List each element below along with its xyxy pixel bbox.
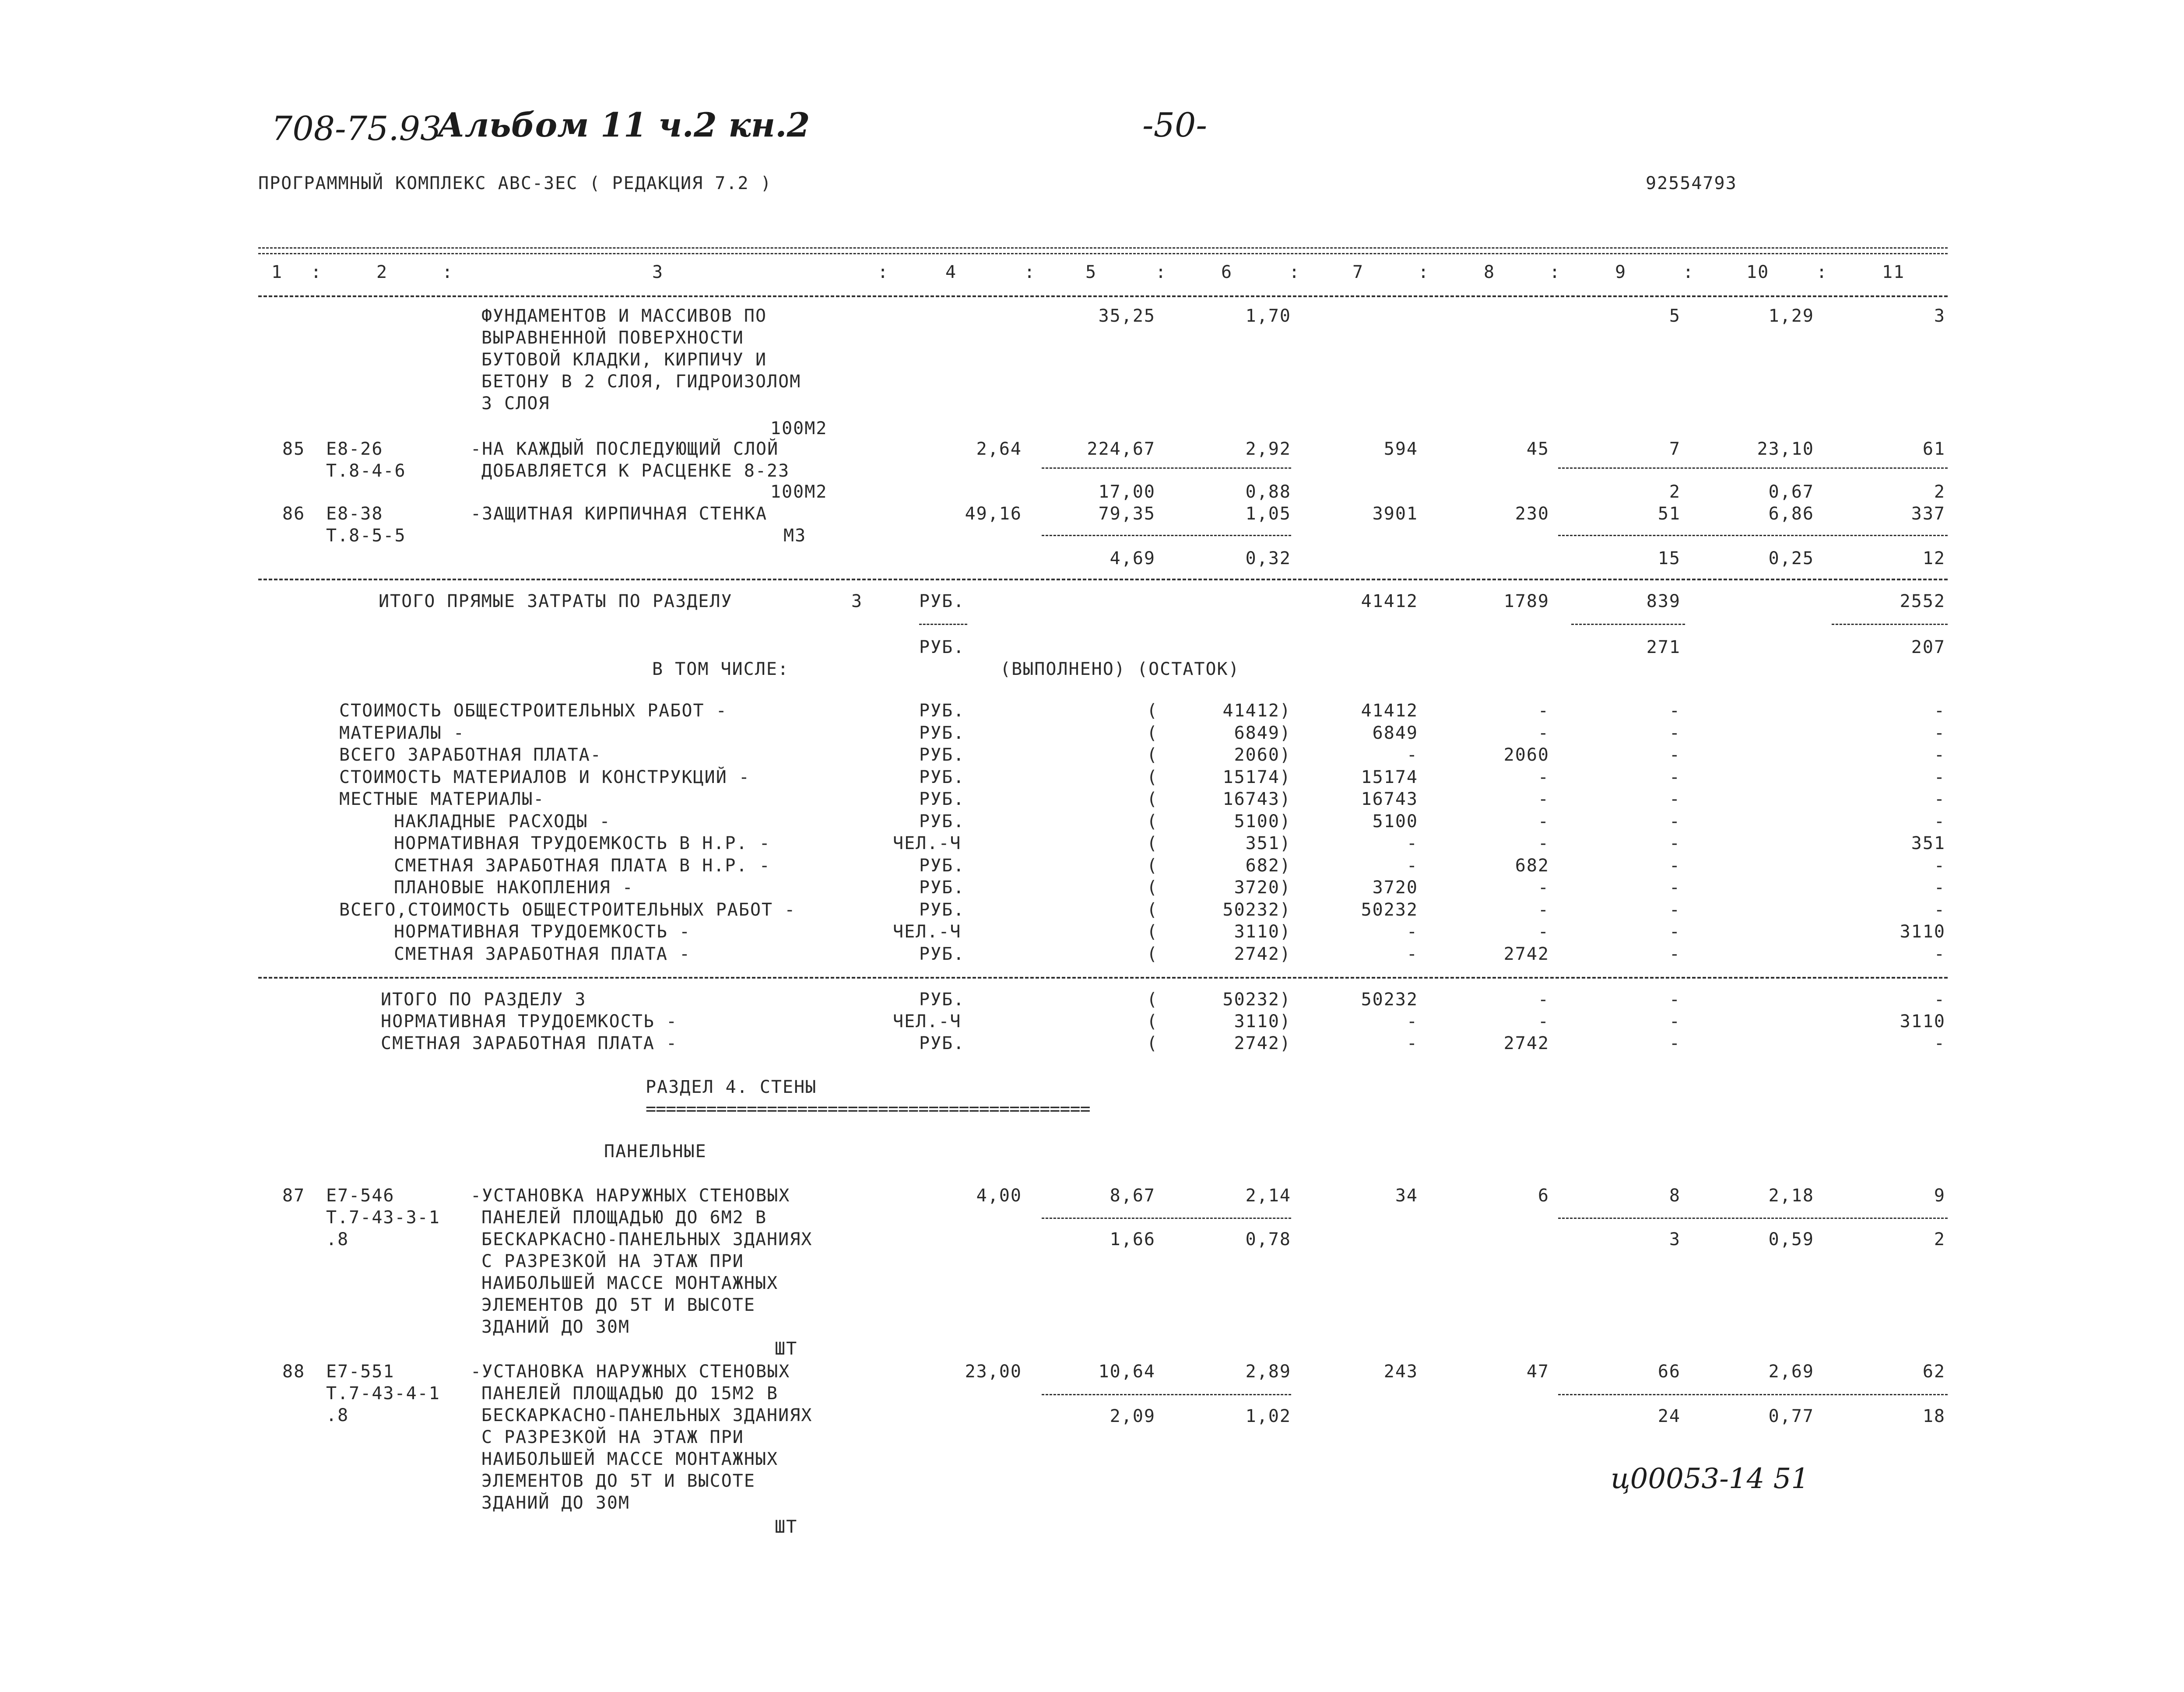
- total-sub-rule: [1832, 624, 1948, 625]
- cont-c5: 35,25: [1098, 306, 1155, 326]
- summary-unit: ЧЕЛ.-Ч: [893, 922, 962, 942]
- summary-c9: -: [1669, 745, 1681, 765]
- summary-c8: -: [1538, 899, 1549, 920]
- total-done-header: (ВЫПОЛНЕНО) (ОСТАТОК): [1000, 659, 1240, 679]
- section-total-label: ИТОГО ПО РАЗДЕЛУ 3: [381, 990, 586, 1010]
- total-c8: 1789: [1503, 591, 1549, 611]
- section-rule: [258, 579, 1948, 580]
- section-total-unit: ЧЕЛ.-Ч: [893, 1011, 962, 1032]
- summary-c11: -: [1934, 767, 1945, 787]
- summary-paren: (: [1147, 944, 1159, 964]
- section-total-c7: -: [1406, 1011, 1418, 1032]
- summary-c11: 351: [1911, 833, 1945, 853]
- summary-c9: -: [1669, 899, 1681, 920]
- row86-c11b: 12: [1922, 548, 1945, 569]
- row85-desc1: -НА КАЖДЫЙ ПОСЛЕДУЮЩИЙ СЛОЙ: [471, 439, 779, 459]
- summary-done: 351): [1245, 833, 1291, 853]
- summary-c8: -: [1538, 723, 1549, 743]
- col-10: 10: [1746, 262, 1770, 282]
- cont-desc-1: ВЫРАВНЕННОЙ ПОВЕРХНОСТИ: [481, 328, 744, 348]
- section-total-c8: -: [1538, 1011, 1549, 1032]
- summary-paren: (: [1147, 899, 1159, 920]
- row88-sub-rule: [1042, 1394, 1291, 1395]
- cont-c11: 3: [1934, 306, 1945, 326]
- col-sep: :: [442, 262, 454, 282]
- program-header: ПРОГРАММНЫЙ КОМПЛЕКС АВС-ЗЕС ( РЕДАКЦИЯ 7.2 ): [258, 173, 772, 193]
- summary-label: НАКЛАДНЫЕ РАСХОДЫ -: [394, 811, 611, 832]
- section4-underline: ============================================: [646, 1099, 1090, 1119]
- section-total-label: СМЕТНАЯ ЗАРАБОТНАЯ ПЛАТА -: [381, 1033, 678, 1053]
- summary-paren: (: [1147, 745, 1159, 765]
- summary-row: [0, 921, 2184, 944]
- summary-done: 2060): [1234, 745, 1291, 765]
- summary-row: [0, 767, 2184, 789]
- row88-c5b: 2,09: [1110, 1406, 1155, 1426]
- summary-c9: -: [1669, 855, 1681, 876]
- row87-c6: 2,14: [1245, 1186, 1291, 1206]
- row87-unit: ШТ: [775, 1339, 798, 1359]
- row87-c10: 2,18: [1768, 1186, 1814, 1206]
- row85-c6: 2,92: [1245, 439, 1291, 459]
- summary-row: [0, 811, 2184, 833]
- summary-label: НОРМАТИВНАЯ ТРУДОЕМКОСТЬ -: [394, 922, 691, 942]
- summary-row: [0, 833, 2184, 855]
- row88-unit: ШТ: [775, 1517, 798, 1537]
- summary-c9: -: [1669, 811, 1681, 832]
- summary-paren: (: [1147, 767, 1159, 787]
- total-c7: 41412: [1361, 591, 1418, 611]
- row87-desc-4: НАИБОЛЬШЕЙ МАССЕ МОНТАЖНЫХ: [481, 1273, 779, 1293]
- row88-c11b: 18: [1922, 1406, 1945, 1426]
- row88-ref2: .8: [326, 1405, 349, 1425]
- total-c11: 2552: [1900, 591, 1945, 611]
- summary-unit: РУБ.: [919, 811, 965, 832]
- summary-c9: -: [1669, 723, 1681, 743]
- row88-num: 88: [282, 1362, 305, 1382]
- row85-code: Е8-26: [326, 439, 383, 459]
- row86-c6b: 0,32: [1245, 548, 1291, 569]
- row86-c6: 1,05: [1245, 504, 1291, 524]
- row85-c6b: 0,88: [1245, 482, 1291, 502]
- doc-code: 708-75.93: [271, 109, 442, 148]
- section-total-row: [0, 1011, 2184, 1033]
- row88-c9b: 24: [1657, 1406, 1681, 1426]
- row86-desc1: -ЗАЩИТНАЯ КИРПИЧНАЯ СТЕНКА: [471, 504, 768, 524]
- page-number: -50-: [1142, 105, 1208, 144]
- col-1: 1: [271, 262, 283, 282]
- summary-c11: -: [1934, 723, 1945, 743]
- summary-c11: 3110: [1900, 922, 1945, 942]
- section-total-done: 2742): [1234, 1033, 1291, 1053]
- row86-code: Е8-38: [326, 504, 383, 524]
- row87-c8: 6: [1538, 1186, 1549, 1206]
- total-section: 3: [851, 591, 863, 611]
- row86-c9: 51: [1657, 504, 1681, 524]
- row87-c9b: 3: [1669, 1229, 1681, 1250]
- summary-label: СТОИМОСТЬ ОБЩЕСТРОИТЕЛЬНЫХ РАБОТ -: [339, 701, 727, 721]
- summary-done: 2742): [1234, 944, 1291, 964]
- row87-desc-6: ЗДАНИЙ ДО 30М: [481, 1317, 630, 1337]
- summary-c7: 41412: [1361, 701, 1418, 721]
- cont-desc-2: БУТОВОЙ КЛАДКИ, КИРПИЧУ И: [481, 350, 767, 370]
- row88-c8: 47: [1526, 1362, 1549, 1382]
- section-total-row: [0, 1033, 2184, 1055]
- summary-c7: 16743: [1361, 789, 1418, 809]
- summary-row: [0, 944, 2184, 966]
- row86-c7: 3901: [1372, 504, 1418, 524]
- summary-row: [0, 855, 2184, 878]
- col-sep: :: [1418, 262, 1430, 282]
- summary-c8: -: [1538, 833, 1549, 853]
- total-sub-rule: [919, 624, 967, 625]
- row85-unit: 100М2: [770, 482, 828, 502]
- summary-c8: 2742: [1503, 944, 1549, 964]
- row85-sub-rule: [1558, 467, 1948, 469]
- row88-c4: 23,00: [965, 1362, 1022, 1382]
- summary-done: 41412): [1222, 701, 1291, 721]
- summary-c11: -: [1934, 789, 1945, 809]
- row85-c10b: 0,67: [1768, 482, 1814, 502]
- summary-c8: 682: [1515, 855, 1549, 876]
- row88-desc-0: -УСТАНОВКА НАРУЖНЫХ СТЕНОВЫХ: [471, 1362, 790, 1382]
- summary-c11: -: [1934, 899, 1945, 920]
- header-rule: [258, 295, 1948, 297]
- section-total-unit: РУБ.: [919, 1033, 965, 1053]
- col-sep: :: [1683, 262, 1695, 282]
- summary-done: 50232): [1222, 899, 1291, 920]
- summary-row: [0, 789, 2184, 811]
- summary-label: ВСЕГО ЗАРАБОТНАЯ ПЛАТА-: [339, 745, 602, 765]
- section4-subtitle: ПАНЕЛЬНЫЕ: [604, 1141, 707, 1162]
- column-header: [0, 262, 2184, 284]
- summary-c8: -: [1538, 767, 1549, 787]
- row85-c11: 61: [1922, 439, 1945, 459]
- summary-label: СТОИМОСТЬ МАТЕРИАЛОВ И КОНСТРУКЦИЙ -: [339, 767, 750, 787]
- col-4: 4: [945, 262, 957, 282]
- cont-desc-0: ФУНДАМЕНТОВ И МАССИВОВ ПО: [481, 306, 767, 326]
- cont-desc-3: БЕТОНУ В 2 СЛОЯ, ГИДРОИЗОЛОМ: [481, 372, 801, 392]
- summary-done: 16743): [1222, 789, 1291, 809]
- row87-code: Е7-546: [326, 1186, 395, 1206]
- summary-row: [0, 723, 2184, 745]
- summary-c7: -: [1406, 745, 1418, 765]
- row87-c11: 9: [1934, 1186, 1945, 1206]
- summary-c7: 15174: [1361, 767, 1418, 787]
- row88-c7: 243: [1383, 1362, 1418, 1382]
- row87-desc-2: БЕСКАРКАСНО-ПАНЕЛЬНЫХ ЗДАНИЯХ: [481, 1229, 813, 1250]
- summary-c8: -: [1538, 922, 1549, 942]
- cont-desc-4: 3 СЛОЯ: [481, 393, 550, 414]
- summary-done: 3110): [1234, 922, 1291, 942]
- summary-unit: РУБ.: [919, 878, 965, 898]
- summary-unit: ЧЕЛ.-Ч: [893, 833, 962, 853]
- row87-c10b: 0,59: [1768, 1229, 1814, 1250]
- total-including: В ТОМ ЧИСЛЕ:: [652, 659, 789, 679]
- summary-paren: (: [1147, 811, 1159, 832]
- summary-c9: -: [1669, 878, 1681, 898]
- section-total-c8: -: [1538, 990, 1549, 1010]
- doc-number: 92554793: [1646, 173, 1737, 193]
- row85-num: 85: [282, 439, 305, 459]
- row86-c10: 6,86: [1768, 504, 1814, 524]
- row86-ref: Т.8-5-5: [326, 526, 406, 546]
- row87-c6b: 0,78: [1245, 1229, 1291, 1250]
- section-total-paren: (: [1147, 1033, 1159, 1053]
- row88-desc-4: НАИБОЛЬШЕЙ МАССЕ МОНТАЖНЫХ: [481, 1449, 779, 1469]
- row88-c10: 2,69: [1768, 1362, 1814, 1382]
- summary-c7: -: [1406, 833, 1418, 853]
- summary-c7: 5100: [1372, 811, 1418, 832]
- row86-num: 86: [282, 504, 305, 524]
- summary-row: [0, 700, 2184, 723]
- row87-sub-rule: [1042, 1218, 1291, 1219]
- summary-paren: (: [1147, 701, 1159, 721]
- row87-c5: 8,67: [1110, 1186, 1155, 1206]
- row85-ref: Т.8-4-6: [326, 461, 406, 481]
- row86-c10b: 0,25: [1768, 548, 1814, 569]
- row85-c10: 23,10: [1757, 439, 1814, 459]
- summary-label: ПЛАНОВЫЕ НАКОПЛЕНИЯ -: [394, 878, 634, 898]
- row88-c9: 66: [1657, 1362, 1681, 1382]
- cont-unit: 100М2: [770, 418, 828, 439]
- section-total-c9: -: [1669, 990, 1681, 1010]
- row87-c4: 4,00: [976, 1186, 1022, 1206]
- summary-c11: -: [1934, 701, 1945, 721]
- section-total-c9: -: [1669, 1011, 1681, 1032]
- col-sep: :: [1816, 262, 1828, 282]
- total-rub2: РУБ.: [919, 637, 965, 657]
- row88-desc-2: БЕСКАРКАСНО-ПАНЕЛЬНЫХ ЗДАНИЯХ: [481, 1405, 813, 1425]
- summary-c9: -: [1669, 701, 1681, 721]
- summary-paren: (: [1147, 833, 1159, 853]
- summary-c9: -: [1669, 922, 1681, 942]
- total-c9: 839: [1646, 591, 1681, 611]
- section-total-c7: -: [1406, 1033, 1418, 1053]
- row87-desc-5: ЭЛЕМЕНТОВ ДО 5Т И ВЫСОТЕ: [481, 1295, 755, 1315]
- row88-c6: 2,89: [1245, 1362, 1291, 1382]
- top-rule: [258, 247, 1948, 254]
- col-sep: :: [1549, 262, 1561, 282]
- summary-done: 3720): [1234, 878, 1291, 898]
- cont-c9: 5: [1669, 306, 1681, 326]
- col-2: 2: [376, 262, 388, 282]
- summary-unit: РУБ.: [919, 899, 965, 920]
- section-total-c7: 50232: [1361, 990, 1418, 1010]
- row85-c11b: 2: [1934, 482, 1945, 502]
- section-total-unit: РУБ.: [919, 990, 965, 1010]
- row86-c4: 49,16: [965, 504, 1022, 524]
- summary-row: [0, 744, 2184, 767]
- total-label: ИТОГО ПРЯМЫЕ ЗАТРАТЫ ПО РАЗДЕЛУ: [379, 591, 733, 611]
- row85-c9b: 2: [1669, 482, 1681, 502]
- section-total-c8: 2742: [1503, 1033, 1549, 1053]
- album-label: Альбом 11 ч.2 кн.2: [438, 105, 810, 144]
- row87-c9: 8: [1669, 1186, 1681, 1206]
- summary-label: СМЕТНАЯ ЗАРАБОТНАЯ ПЛАТА -: [394, 944, 691, 964]
- col-9: 9: [1615, 262, 1627, 282]
- row86-c5b: 4,69: [1110, 548, 1155, 569]
- handwritten-stamp: ц00053-14 51: [1611, 1463, 1809, 1495]
- summary-paren: (: [1147, 855, 1159, 876]
- summary-label: ВСЕГО,СТОИМОСТЬ ОБЩЕСТРОИТЕЛЬНЫХ РАБОТ -: [339, 899, 796, 920]
- summary-c8: 2060: [1503, 745, 1549, 765]
- section-total-c9: -: [1669, 1033, 1681, 1053]
- row85-c7: 594: [1383, 439, 1418, 459]
- summary-c7: -: [1406, 922, 1418, 942]
- row87-ref2: .8: [326, 1229, 349, 1250]
- total-c9b: 271: [1646, 637, 1681, 657]
- section-total-done: 3110): [1234, 1011, 1291, 1032]
- summary-unit: РУБ.: [919, 767, 965, 787]
- col-sep: :: [878, 262, 889, 282]
- summary-c7: 6849: [1372, 723, 1418, 743]
- row87-sub-rule: [1558, 1218, 1948, 1219]
- row87-c7: 34: [1395, 1186, 1418, 1206]
- summary-done: 15174): [1222, 767, 1291, 787]
- col-11: 11: [1882, 262, 1905, 282]
- row88-c11: 62: [1922, 1362, 1945, 1382]
- section4-title: РАЗДЕЛ 4. СТЕНЫ: [646, 1077, 817, 1097]
- row88-desc-6: ЗДАНИЙ ДО 30М: [481, 1493, 630, 1513]
- total-sub-rule: [1571, 624, 1685, 625]
- cont-c6: 1,70: [1245, 306, 1291, 326]
- row88-desc-1: ПАНЕЛЕЙ ПЛОЩАДЬЮ ДО 15М2 В: [481, 1383, 779, 1404]
- col-8: 8: [1484, 262, 1496, 282]
- row88-c6b: 1,02: [1245, 1406, 1291, 1426]
- summary-unit: РУБ.: [919, 855, 965, 876]
- summary-done: 5100): [1234, 811, 1291, 832]
- row88-desc-5: ЭЛЕМЕНТОВ ДО 5Т И ВЫСОТЕ: [481, 1471, 755, 1491]
- col-3: 3: [652, 262, 664, 282]
- row86-c5: 79,35: [1098, 504, 1155, 524]
- row85-sub-rule: [1042, 467, 1291, 469]
- section-total-c11: 3110: [1900, 1011, 1945, 1032]
- row88-c10b: 0,77: [1768, 1406, 1814, 1426]
- summary-c7: 3720: [1372, 878, 1418, 898]
- row86-c9b: 15: [1657, 548, 1681, 569]
- row86-sub-rule: [1042, 535, 1291, 536]
- total-rub: РУБ.: [919, 591, 965, 611]
- col-sep: :: [1155, 262, 1167, 282]
- col-5: 5: [1085, 262, 1097, 282]
- section-total-paren: (: [1147, 990, 1159, 1010]
- summary-c7: -: [1406, 944, 1418, 964]
- summary-label: СМЕТНАЯ ЗАРАБОТНАЯ ПЛАТА В Н.Р. -: [394, 855, 771, 876]
- row88-ref: Т.7-43-4-1: [326, 1383, 440, 1404]
- summary-label: МЕСТНЫЕ МАТЕРИАЛЫ-: [339, 789, 545, 809]
- row88-desc-3: С РАЗРЕЗКОЙ НА ЭТАЖ ПРИ: [481, 1427, 744, 1447]
- row85-c5: 224,67: [1087, 439, 1155, 459]
- summary-c8: -: [1538, 789, 1549, 809]
- summary-paren: (: [1147, 878, 1159, 898]
- row87-c11b: 2: [1934, 1229, 1945, 1250]
- summary-paren: (: [1147, 723, 1159, 743]
- summary-unit: РУБ.: [919, 701, 965, 721]
- cont-c10: 1,29: [1768, 306, 1814, 326]
- row88-sub-rule: [1558, 1394, 1948, 1395]
- summary-rule: [258, 977, 1948, 979]
- summary-done: 682): [1245, 855, 1291, 876]
- col-6: 6: [1221, 262, 1233, 282]
- summary-label: МАТЕРИАЛЫ -: [339, 723, 465, 743]
- summary-unit: РУБ.: [919, 723, 965, 743]
- section-total-label: НОРМАТИВНАЯ ТРУДОЕМКОСТЬ -: [381, 1011, 678, 1032]
- row87-ref: Т.7-43-3-1: [326, 1208, 440, 1228]
- row86-unit: М3: [783, 526, 807, 546]
- row87-c5b: 1,66: [1110, 1229, 1155, 1250]
- row87-desc-3: С РАЗРЕЗКОЙ НА ЭТАЖ ПРИ: [481, 1251, 744, 1271]
- summary-paren: (: [1147, 922, 1159, 942]
- row88-c5: 10,64: [1098, 1362, 1155, 1382]
- row86-c8: 230: [1515, 504, 1549, 524]
- section-total-c11: -: [1934, 990, 1945, 1010]
- row86-sub-rule: [1558, 535, 1948, 536]
- summary-c11: -: [1934, 855, 1945, 876]
- summary-done: 6849): [1234, 723, 1291, 743]
- section-total-c11: -: [1934, 1033, 1945, 1053]
- summary-c8: -: [1538, 701, 1549, 721]
- summary-unit: РУБ.: [919, 944, 965, 964]
- summary-c8: -: [1538, 811, 1549, 832]
- row86-c11: 337: [1911, 504, 1945, 524]
- col-sep: :: [1024, 262, 1036, 282]
- summary-c11: -: [1934, 944, 1945, 964]
- summary-c7: -: [1406, 855, 1418, 876]
- summary-paren: (: [1147, 789, 1159, 809]
- row87-desc-0: -УСТАНОВКА НАРУЖНЫХ СТЕНОВЫХ: [471, 1186, 790, 1206]
- row85-desc2: ДОБАВЛЯЕТСЯ К РАСЦЕНКЕ 8-23: [481, 461, 790, 481]
- summary-c8: -: [1538, 878, 1549, 898]
- summary-c7: 50232: [1361, 899, 1418, 920]
- row88-code: Е7-551: [326, 1362, 395, 1382]
- row85-c8: 45: [1526, 439, 1549, 459]
- row85-c4: 2,64: [976, 439, 1022, 459]
- total-c11b: 207: [1911, 637, 1945, 657]
- section-total-paren: (: [1147, 1011, 1159, 1032]
- col-sep: :: [1289, 262, 1301, 282]
- summary-c11: -: [1934, 811, 1945, 832]
- row87-desc-1: ПАНЕЛЕЙ ПЛОЩАДЬЮ ДО 6М2 В: [481, 1208, 767, 1228]
- summary-row: [0, 877, 2184, 899]
- summary-c9: -: [1669, 789, 1681, 809]
- summary-label: НОРМАТИВНАЯ ТРУДОЕМКОСТЬ В Н.Р. -: [394, 833, 771, 853]
- row85-c9: 7: [1669, 439, 1681, 459]
- summary-c11: -: [1934, 878, 1945, 898]
- section-total-row: [0, 989, 2184, 1011]
- summary-row: [0, 899, 2184, 922]
- summary-unit: РУБ.: [919, 745, 965, 765]
- section-total-done: 50232): [1222, 990, 1291, 1010]
- summary-unit: РУБ.: [919, 789, 965, 809]
- row87-num: 87: [282, 1186, 305, 1206]
- col-7: 7: [1352, 262, 1364, 282]
- col-sep: :: [311, 262, 323, 282]
- summary-c11: -: [1934, 745, 1945, 765]
- summary-c9: -: [1669, 833, 1681, 853]
- summary-c9: -: [1669, 767, 1681, 787]
- summary-c9: -: [1669, 944, 1681, 964]
- row85-c5b: 17,00: [1098, 482, 1155, 502]
